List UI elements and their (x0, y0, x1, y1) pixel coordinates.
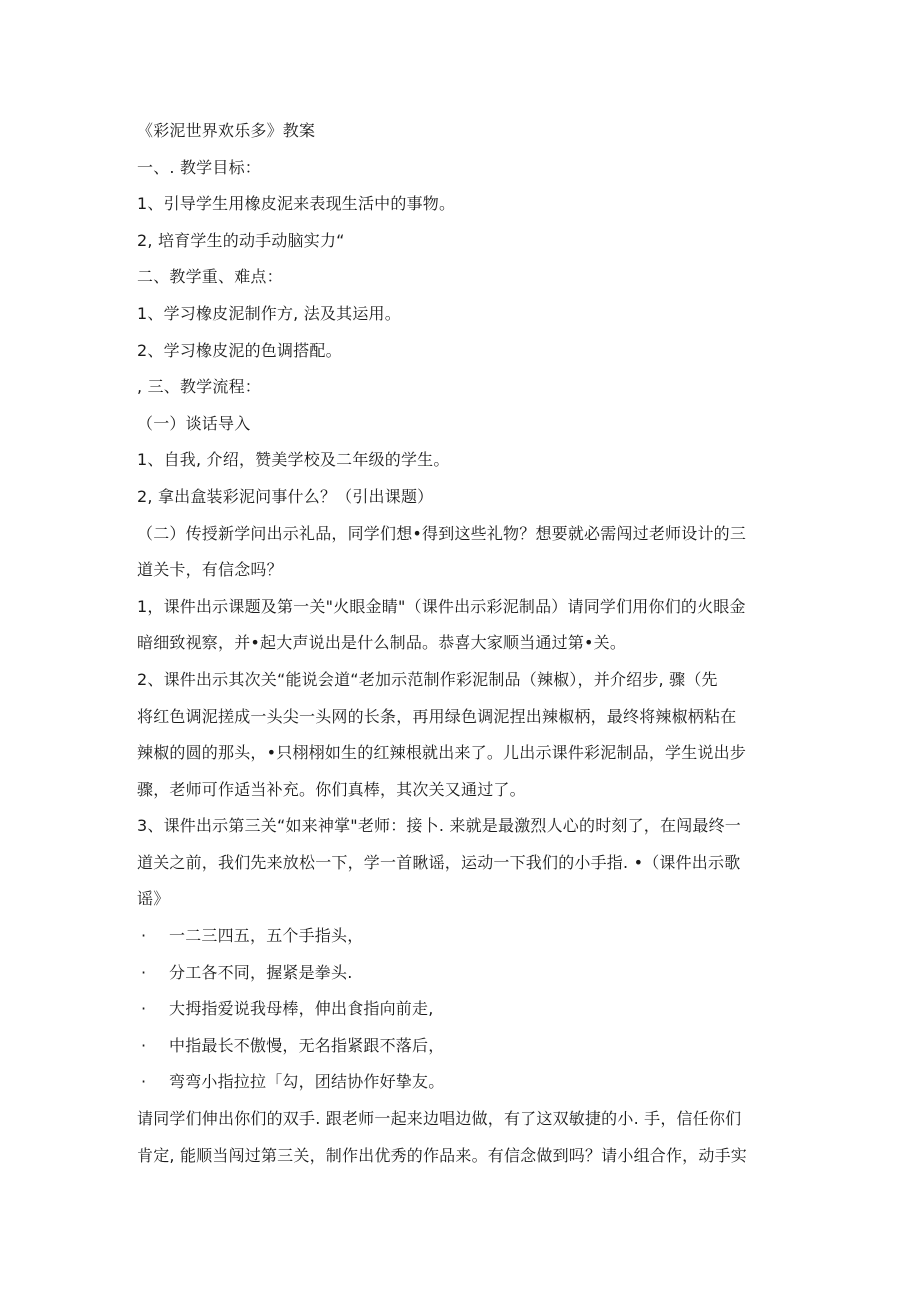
paragraph-line: 1、自我, 介绍，赞美学校及二年级的学生。 (137, 450, 450, 470)
paragraph-line: 暗细致视察，并•起大声说出是什么制品。恭喜大家顺当通过第•关。 (137, 633, 627, 653)
rhyme-list-item (137, 1064, 783, 1101)
paragraph-line: 道关卡，有信念吗？ (137, 560, 283, 580)
paragraph-line: 道关之前，我们先来放松一下，学一首瞅谣，运动一下我们的小手指. •（课件出示歌 (137, 852, 741, 872)
paragraph-line: 肯定, 能顺当闯过第三关，制作出优秀的作品来。有信念做到吗？请小组合作，动手实 (137, 1145, 747, 1165)
paragraph-line: 1，课件出示课题及第一关"火眼金睛"（课件出示彩泥制品）请同学们用你们的火眼金 (137, 596, 746, 616)
rhyme-list-item (137, 918, 783, 955)
subsection-heading: （一）谈话导入 (137, 413, 251, 433)
section-heading: 一、. 教学目标： (137, 157, 261, 177)
bullet-icon: · (141, 926, 147, 946)
section-heading: , 三、教学流程： (137, 377, 261, 397)
rhyme-line: 大拇指爱说我母棒，伸出食指向前走, (169, 999, 434, 1019)
rhyme-list-item (137, 991, 783, 1028)
paragraph-line: 3、课件出示第三关“如来神掌"老师：接卜. 来就是最激烈人心的时刻了，在闯最终一 (137, 816, 742, 836)
rhyme-line: 弯弯小指拉拉「勾，团结协作好挚友。 (169, 1072, 445, 1092)
rhyme-line: 一二三四五，五个手指头， (169, 926, 364, 946)
paragraph-line: 将红色调泥搓成一头尖一头网的长条，再用绿色调泥捏出辣椒柄，最终将辣椒柄粘在 (137, 706, 737, 726)
paragraph-line: 辣椒的圆的那头，•只栩栩如生的红辣根就出来了。儿出示课件彩泥制品，学生说出步 (137, 743, 747, 763)
document-body (137, 113, 783, 1174)
bullet-icon: · (141, 1035, 147, 1055)
bullet-icon: · (141, 962, 147, 982)
rhyme-list-item (137, 1028, 783, 1065)
paragraph-line: 2、学习橡皮泥的色调搭配。 (137, 340, 342, 360)
rhyme-line: 分工各不同，握紧是拳头. (169, 962, 353, 982)
paragraph-line: （二）传授新学问出示礼品，同学们想•得到这些礼物？想要就必需闯过老师设计的三 (137, 523, 747, 543)
rhyme-line: 中指最长不傲慢，无名指紧跟不落后， (169, 1035, 445, 1055)
paragraph-line: 1、学习橡皮泥制作方, 法及其运用。 (137, 303, 401, 323)
paragraph-line: 骤，老师可作适当补充。你们真棒，其次关又通过了。 (137, 779, 526, 799)
paragraph-line: 2, 拿出盒装彩泥问事什么？（引出课题） (137, 486, 434, 506)
rhyme-list-item (137, 955, 783, 992)
bullet-icon: · (141, 999, 147, 1019)
bullet-icon: · (141, 1072, 147, 1092)
paragraph-line: 谣》 (137, 889, 170, 909)
paragraph-line: 2, 培育学生的动手动脑实力“ (137, 230, 345, 250)
paragraph-line: 1、引导学生用橡皮泥来表现生活中的事物。 (137, 194, 456, 214)
section-heading: 二、教学重、难点： (137, 267, 283, 287)
paragraph-line: 请同学们伸出你们的双手. 跟老师一起来边唱边做，有了这双敏捷的小. 手，信任你们 (137, 1109, 742, 1129)
document-title: 《彩泥世界欢乐多》教案 (137, 121, 316, 140)
paragraph-line: 2、课件出示其次关“能说会道“老加示范制作彩泥制品（辣椒），并介绍步, 骤（先 (137, 669, 718, 689)
